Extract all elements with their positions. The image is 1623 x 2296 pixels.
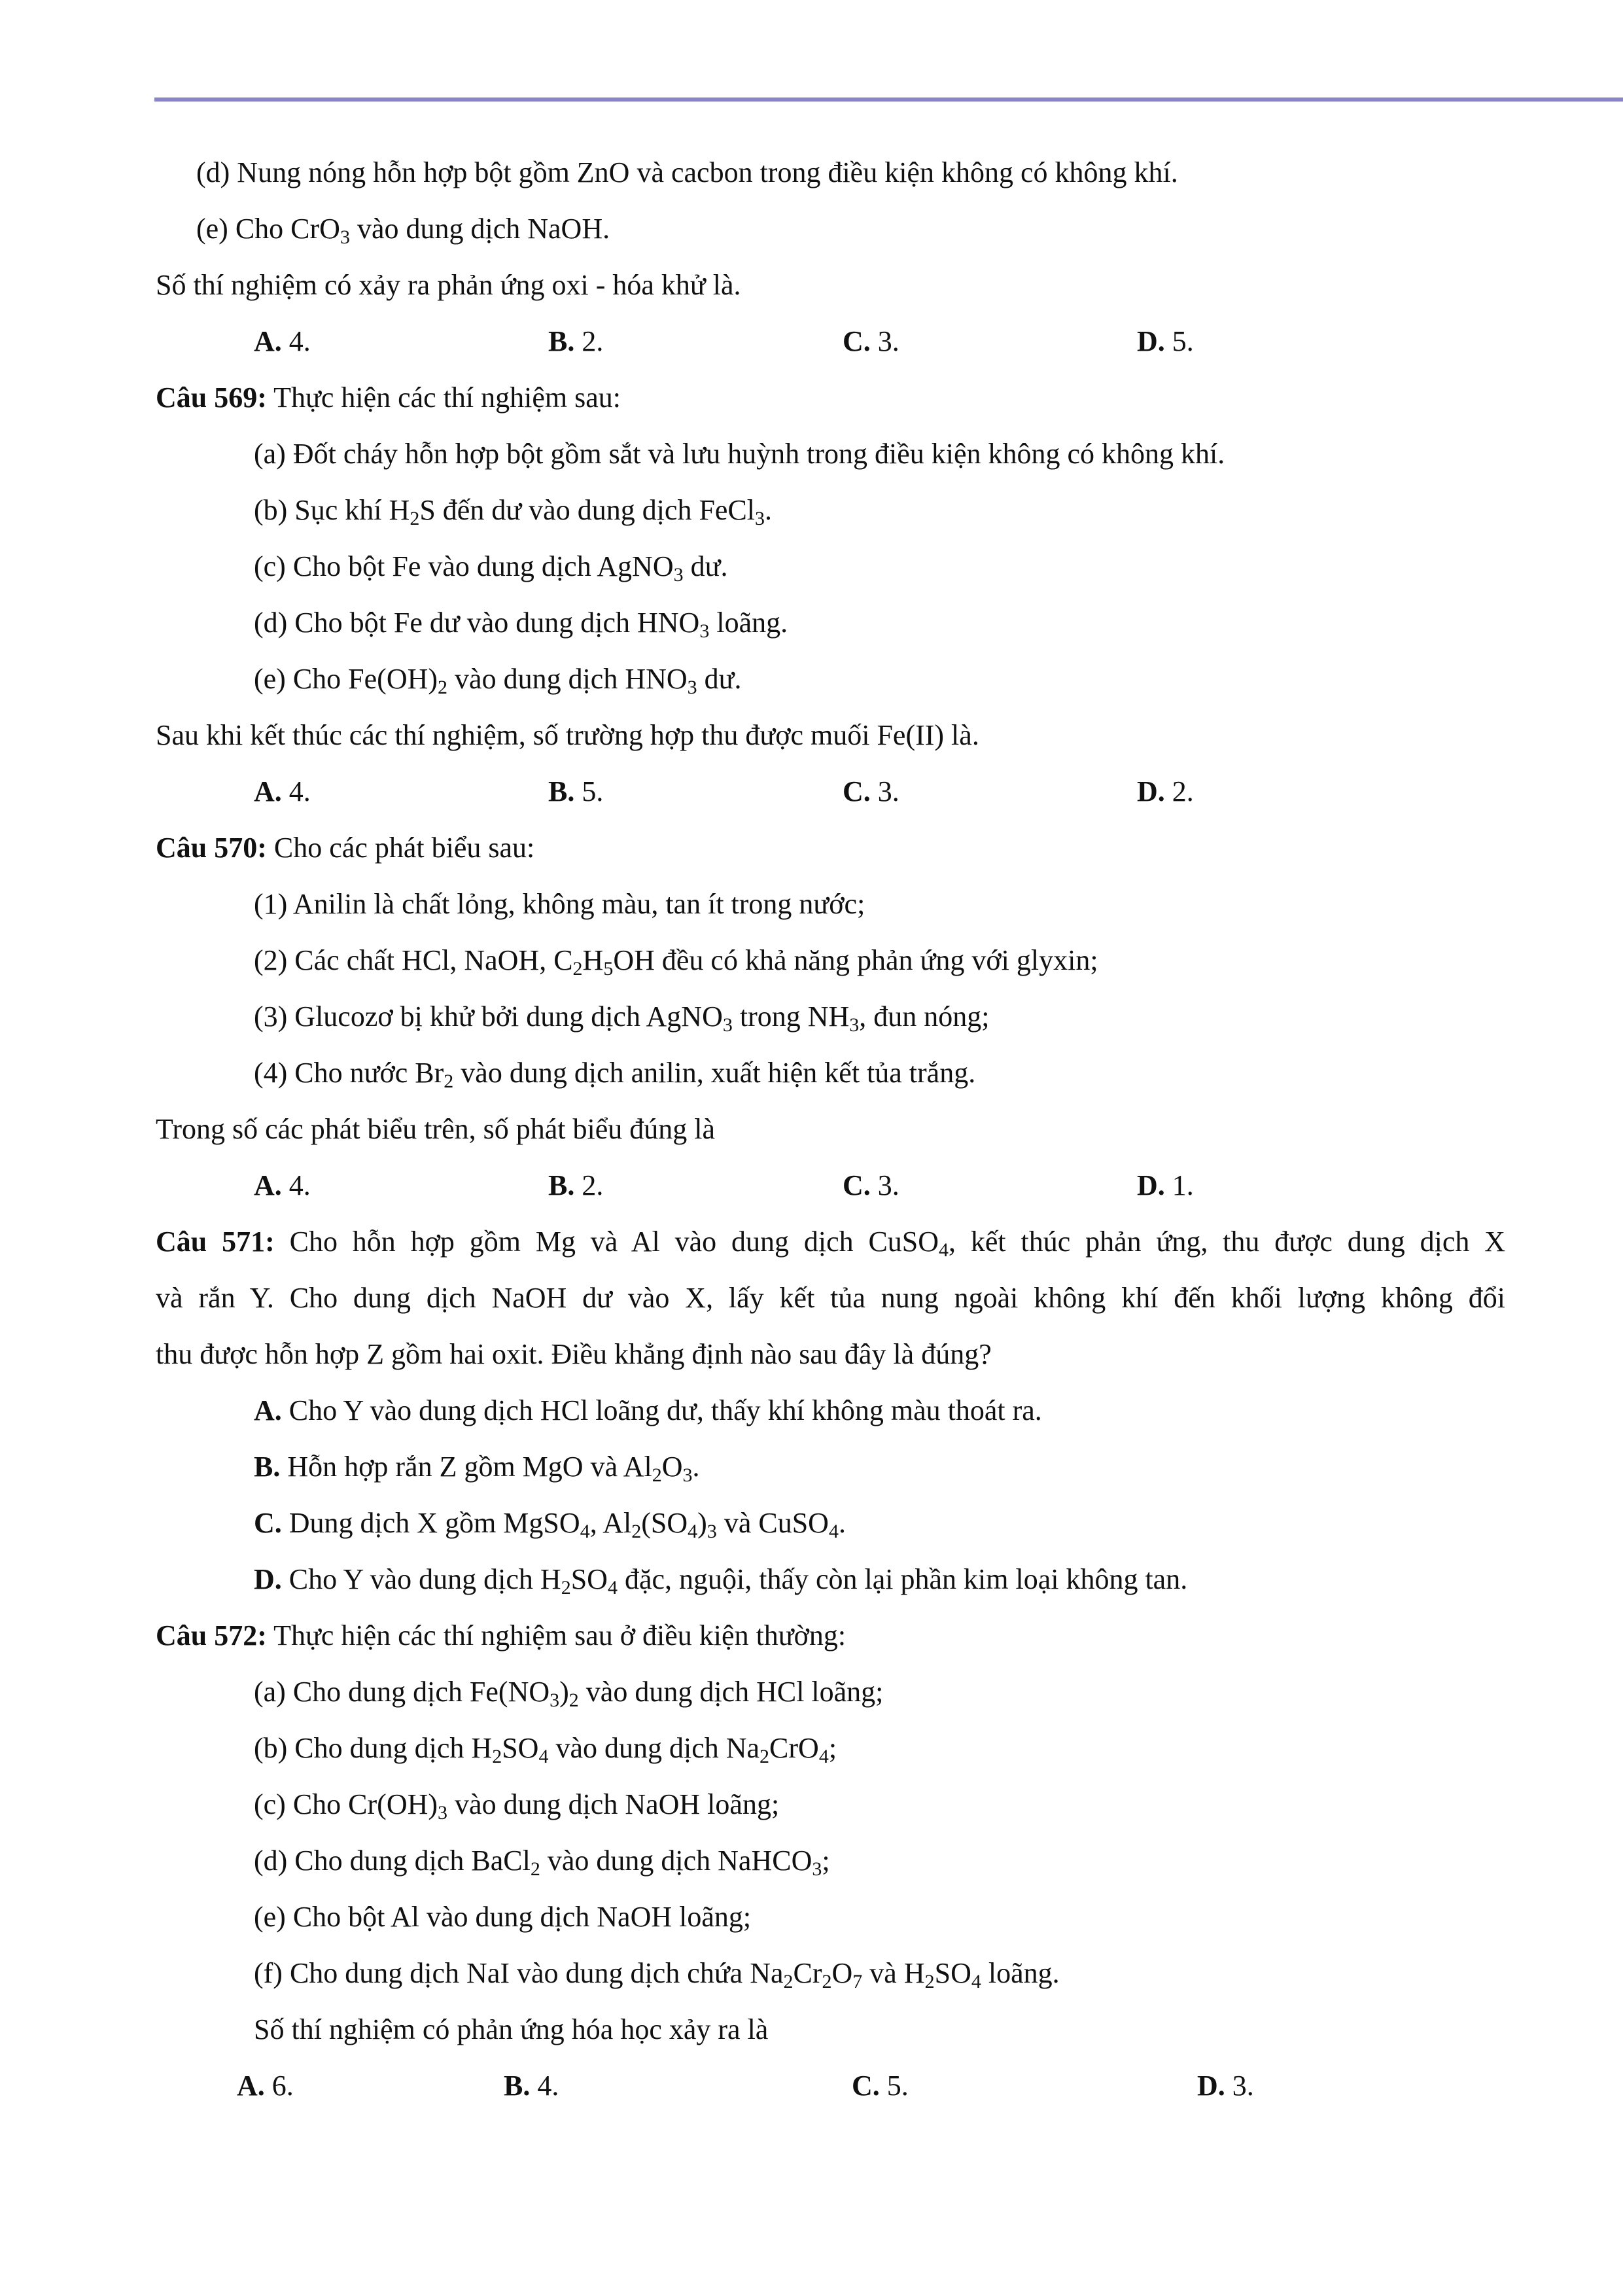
question-570-question: Trong số các phát biểu trên, số phát biểu đúng là [156,1113,715,1145]
q570-item-3: (3) Glucozơ bị khử bởi dung dịch AgNO$_3$ trong $NH_3$, đun nóng; [254,1000,990,1036]
question-571-stem-line1: Câu 571: Cho hỗn hợp gồm Mg và Al vào dung dịch CuSO$_4$, kết thúc phản ứng, thu được dung dịch X [156,1226,1505,1261]
q569-option-d: D. 2. [1137,775,1194,807]
question-571-stem-line3: thu được hỗn hợp Z gồm hai oxit. Điều khẳng định nào sau đây là đúng? [156,1338,992,1370]
q570-item-2: (2) Các chất HCl, NaOH, $C_2H_5OH$ đều có khả năng phản ứng với glyxin; [254,944,1098,980]
q572-item-c: (c) Cho $Cr(OH)_3$ vào dung dịch NaOH loãng; [254,1788,780,1824]
question-text: Số thí nghiệm có xảy ra phản ứng oxi - hóa khử là. [156,269,741,301]
q570-item-4: (4) Cho nước $Br_2$ vào dung dịch anilin, xuất hiện kết tủa trắng. [254,1057,976,1092]
q570-option-d: D. 1. [1137,1169,1194,1201]
q569-option-c: C. 3. [843,775,899,807]
q569-option-b: B. 5. [548,775,604,807]
q572-option-d: D. 3. [1197,2070,1254,2102]
q569-item-d: (d) Cho bột Fe dư vào dung dịch $HNO_3$ loãng. [254,607,788,642]
question-572-stem: Câu 572: Thực hiện các thí nghiệm sau ở điều kiện thường: [156,1619,846,1651]
q571-option-b: B. Hỗn hợp rắn Z gồm MgO và $Al_2O_3$. [254,1451,700,1486]
q572-item-d: (d) Cho dung dịch BaCl$_2$ vào dung dịch NaHCO$_3$; [254,1845,830,1880]
q570-option-b: B. 2. [548,1169,604,1201]
q571-option-d: D. Cho Y vào dung dịch $H_2SO_4$ đặc, nguội, thấy còn lại phần kim loại không tan. [254,1563,1188,1598]
q569-item-b: (b) Sục khí $H_2S$ đến dư vào dung dịch FeCl$_3$. [254,494,773,529]
q570-item-1: (1) Anilin là chất lỏng, không màu, tan ít trong nước; [254,888,865,920]
q572-option-a: A. 6. [237,2070,294,2102]
q570-option-c: C. 3. [843,1169,899,1201]
q572-item-b: (b) Cho dung dịch $H_2SO_4$ vào dung dịch $Na_2CrO_4$; [254,1732,837,1767]
header-rule [154,97,1623,101]
q570-option-a: A. 4. [254,1169,311,1201]
q569-item-e: (e) Cho $Fe(OH)_2$ vào dung dịch $HNO_3$ dư. [254,663,742,698]
q569-item-a: (a) Đốt cháy hỗn hợp bột gồm sắt và lưu huỳnh trong điều kiện không có không khí. [254,438,1225,470]
q572-option-b: B. 4. [504,2070,559,2102]
experiment-e: (e) Cho CrO$_3$ vào dung dịch NaOH. [196,213,610,248]
q572-item-e: (e) Cho bột Al vào dung dịch NaOH loãng; [254,1901,752,1933]
q569-option-a: A. 4. [254,775,311,807]
option-d: D. 5. [1137,325,1194,357]
question-569-stem: Câu 569: Thực hiện các thí nghiệm sau: [156,381,621,414]
option-b: B. 2. [548,325,604,357]
q569-item-c: (c) Cho bột Fe vào dung dịch AgNO$_3$ dư. [254,550,728,586]
question-572-question: Số thí nghiệm có phản ứng hóa học xảy ra là [254,2013,769,2045]
experiment-d: (d) Nung nóng hỗn hợp bột gồm ZnO và cacbon trong điều kiện không có không khí. [196,156,1178,188]
q572-option-c: C. 5. [852,2070,909,2102]
q571-option-c: C. Dung dịch X gồm MgSO$_4$, $Al_2(SO_4)_3$ và CuSO$_4$. [254,1507,846,1542]
q572-item-a: (a) Cho dung dịch $Fe(NO_3)_2$ vào dung dịch HCl loãng; [254,1676,884,1711]
q572-item-f: (f) Cho dung dịch NaI vào dung dịch chứa $Na_2Cr_2O_7$ và $H_2SO_4$ loãng. [254,1957,1060,1992]
question-570-stem: Câu 570: Cho các phát biểu sau: [156,832,535,864]
question-569-question: Sau khi kết thúc các thí nghiệm, số trường hợp thu được muối Fe(II) là. [156,719,979,751]
q571-option-a: A. Cho Y vào dung dịch HCl loãng dư, thấy khí không màu thoát ra. [254,1394,1042,1426]
question-571-stem-line2: và rắn Y. Cho dung dịch NaOH dư vào X, lấy kết tủa nung ngoài không khí đến khối lượng không đổi [156,1282,1505,1314]
option-c: C. 3. [843,325,899,357]
option-a: A. 4. [254,325,311,357]
